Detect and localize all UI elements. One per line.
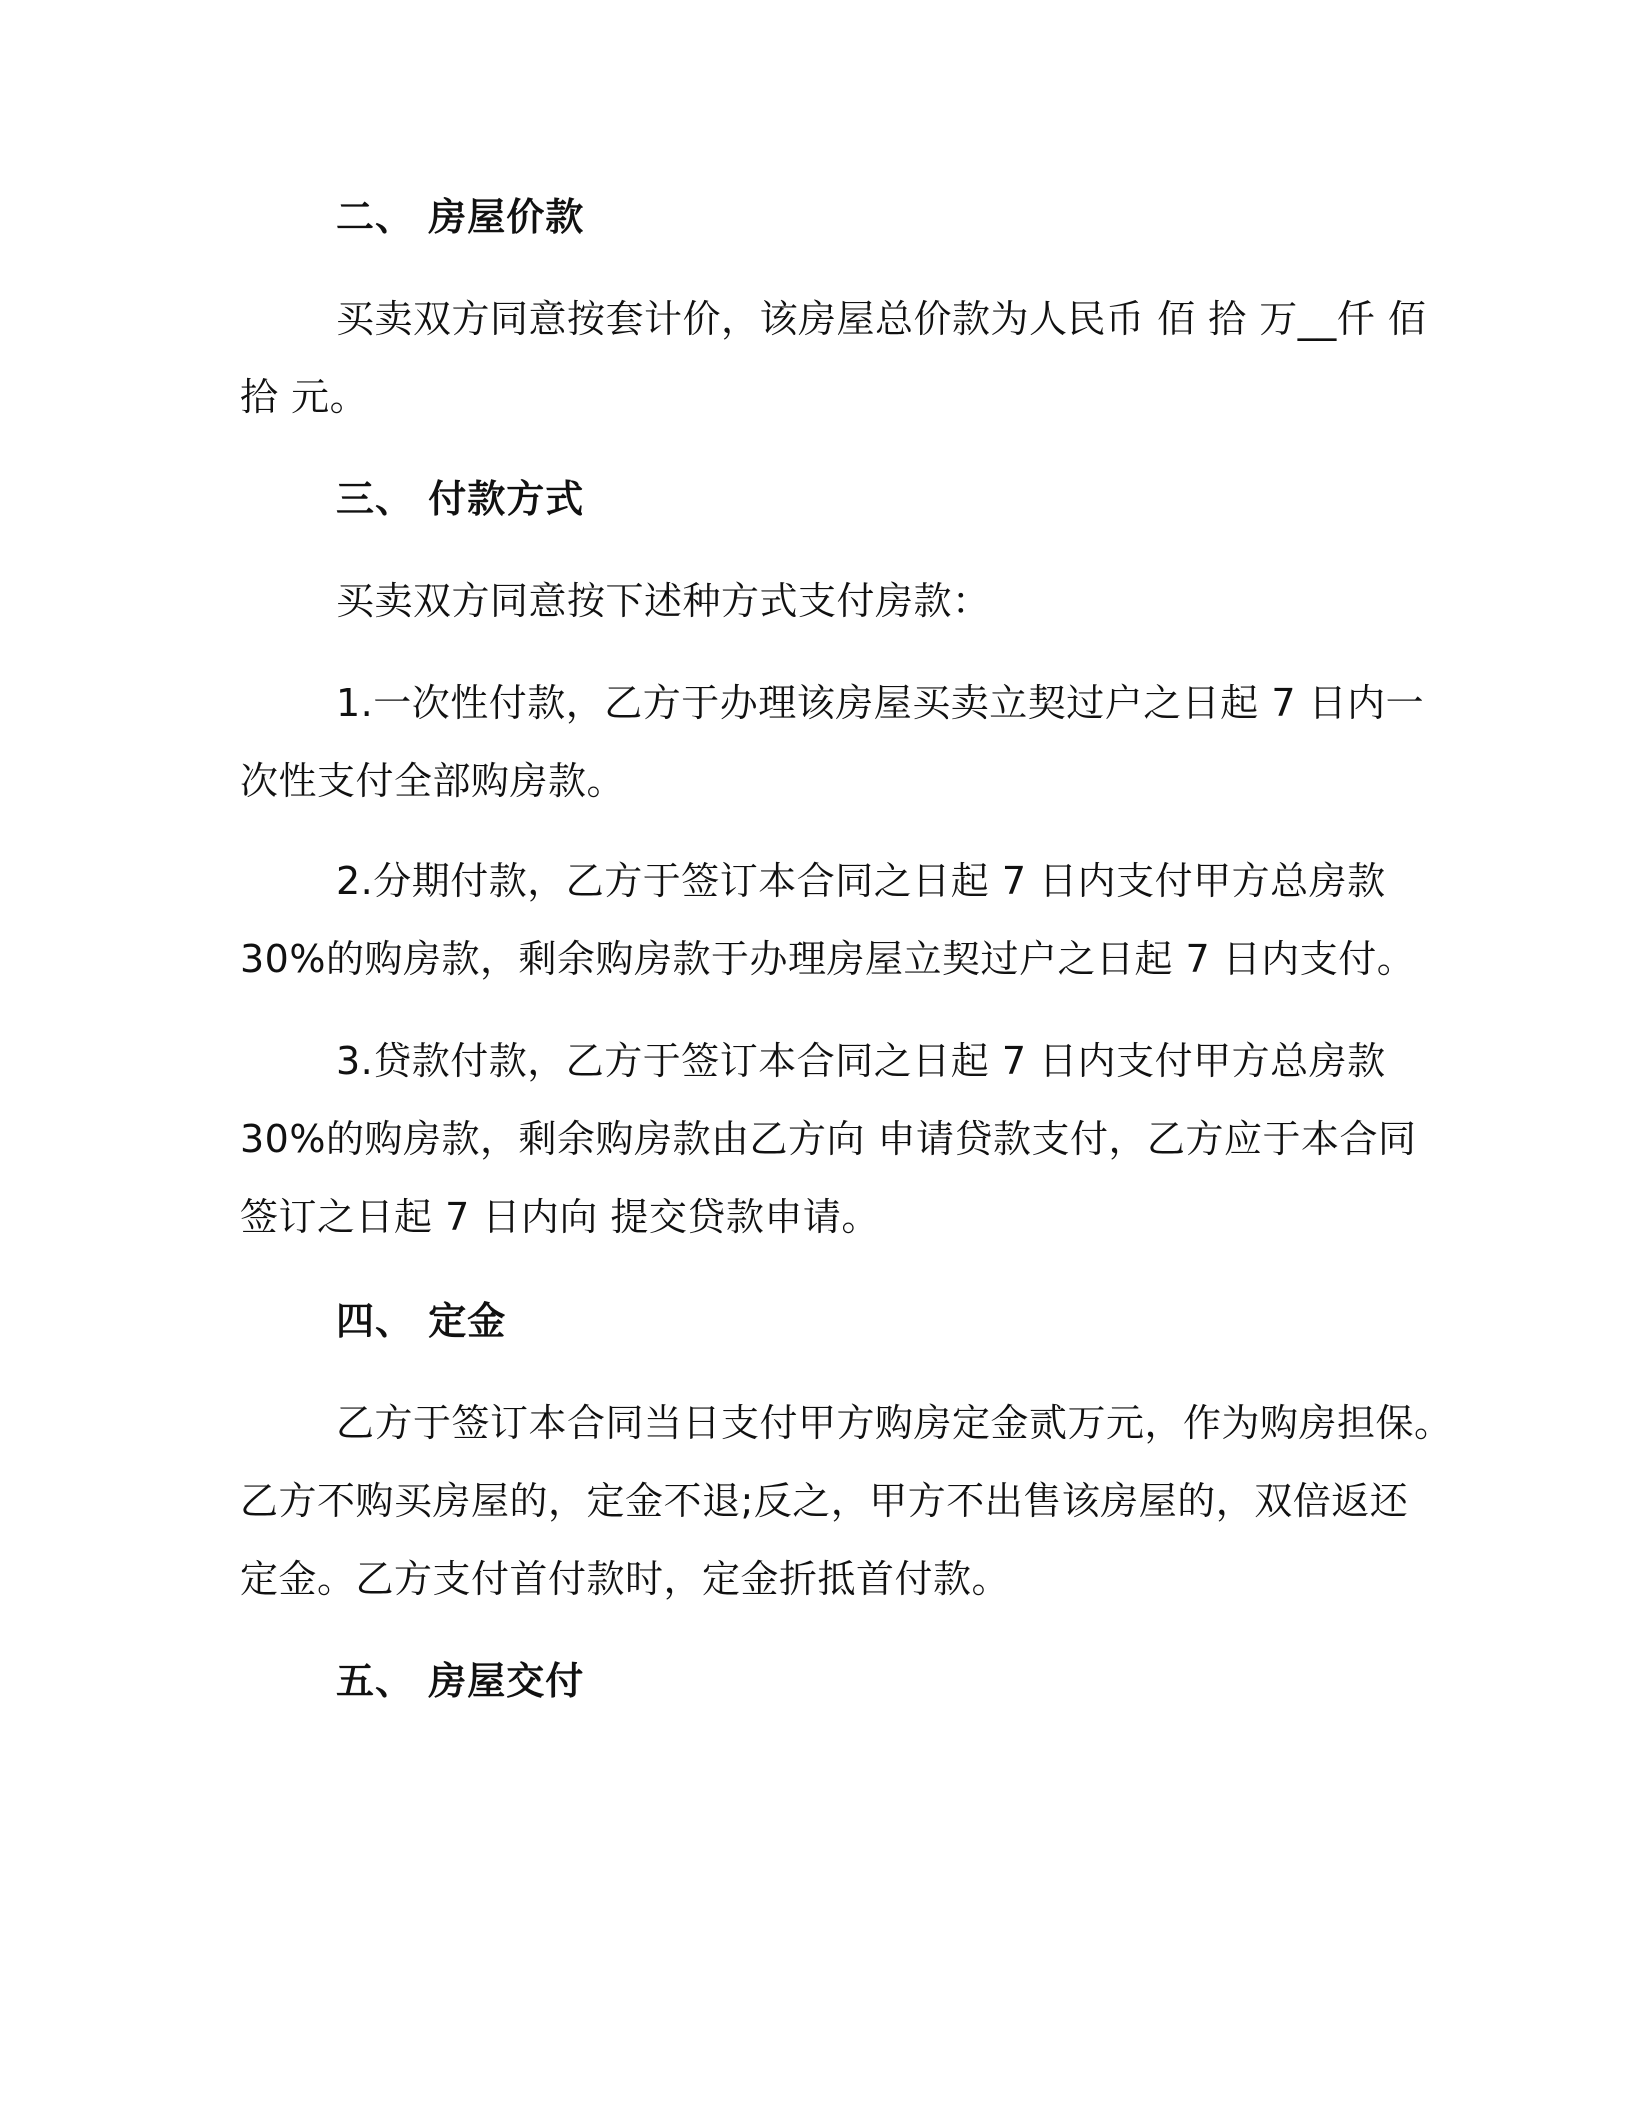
section-heading-deposit: 四、 定金	[336, 1299, 507, 1343]
payment-option-2-line-2: 30%的购房款，剩余购房款于办理房屋立契过户之日起 7 日内支付。	[240, 937, 1416, 981]
deposit-paragraph-line-1: 乙方于签订本合同当日支付甲方购房定金贰万元，作为购房担保。	[336, 1401, 1453, 1445]
payment-option-1-line-1: 1.一次性付款，乙方于办理该房屋买卖立契过户之日起 7 日内一	[336, 681, 1425, 725]
payment-intro-line: 买卖双方同意按下述种方式支付房款：	[336, 579, 991, 623]
section-heading-delivery: 五、 房屋交付	[336, 1659, 585, 1703]
section-heading-payment: 三、 付款方式	[336, 477, 585, 521]
payment-option-3-line-1: 3.贷款付款，乙方于签订本合同之日起 7 日内支付甲方总房款	[336, 1039, 1386, 1083]
payment-option-1-line-2: 次性支付全部购房款。	[240, 759, 626, 803]
payment-option-2-line-1: 2.分期付款，乙方于签订本合同之日起 7 日内支付甲方总房款	[336, 859, 1386, 903]
payment-option-3-line-2: 30%的购房款，剩余购房款由乙方向 申请贷款支付，乙方应于本合同	[240, 1117, 1417, 1161]
deposit-paragraph-line-2: 乙方不购买房屋的，定金不退;反之，甲方不出售该房屋的，双倍返还	[240, 1479, 1409, 1523]
deposit-paragraph-line-3: 定金。乙方支付首付款时，定金折抵首付款。	[240, 1557, 1011, 1601]
price-paragraph-line-1: 买卖双方同意按套计价，该房屋总价款为人民币 佰 拾 万__仟 佰	[336, 297, 1427, 341]
section-heading-price: 二、 房屋价款	[336, 195, 585, 239]
payment-option-3-line-3: 签订之日起 7 日内向 提交贷款申请。	[240, 1195, 880, 1239]
price-paragraph-line-2: 拾 元。	[240, 375, 369, 419]
